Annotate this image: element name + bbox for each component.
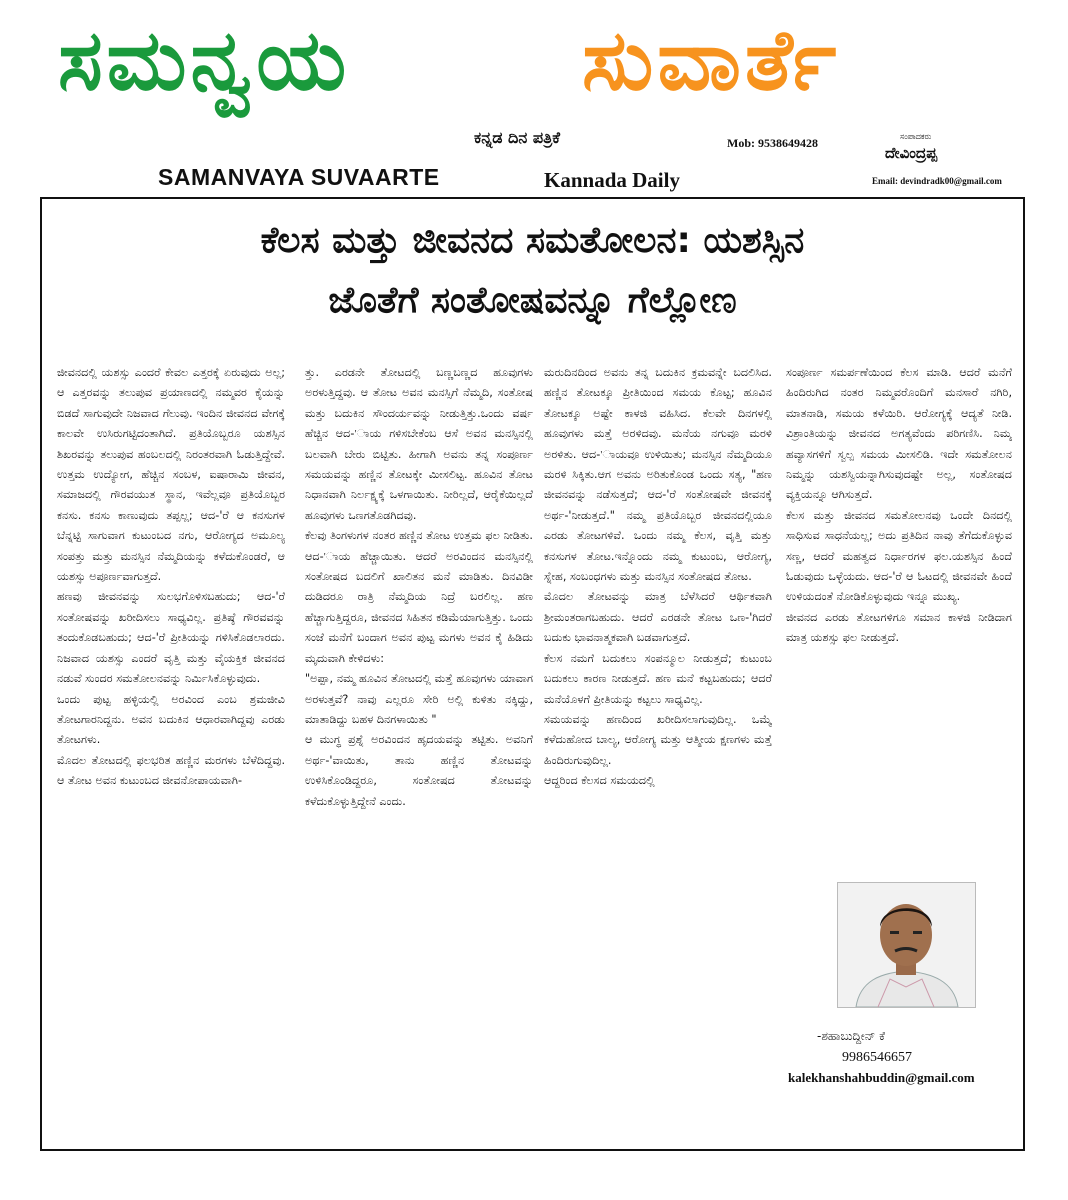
paragraph: ತ್ತು. ಎರಡನೇ ತೋಟದಲ್ಲಿ ಬಣ್ಣಬಣ್ಣದ ಹೂವುಗಳು ಅರಳುತ್ತಿದ್ದವು. ಆ ತೋಟ ಅವನ ಮನಸ್ಸಿಗೆ ನೆಮ್ಮದಿ, ಸಂತೋಷ ಮತ್ತು ಬದುಕಿನ ಸೌಂದರ್ಯವನ್ನು ನೀಡುತ್ತಿತ್ತು.ಒಂದು ವರ್ಷ ಹೆಚ್ಚಿನ ಆದ-'ಾಯ ಗಳಿಸಬೇಕೆಂಬ ಆಸೆ ಅವನ ಮನಸ್ಸಿನಲ್ಲಿ ಬಲವಾಗಿ ಬೇರು ಬಿಟ್ಟಿತು. ಹೀಗಾಗಿ ಅವನು ತನ್ನ ಸಂಪೂರ್ಣ ಸಮಯವನ್ನು ಹಣ್ಣಿನ ತೋಟಕ್ಕೇ ಮೀಸಲಿಟ್ಟ. ಹೂವಿನ ತೋಟ ನಿಧಾನವಾಗಿ ನಿರ್ಲಕ್ಷ್ಯಕ್ಕೆ ಒಳಗಾಯಿತು. ನೀರಿಲ್ಲದೆ, ಆರೈಕೆಯಿಲ್ಲದೆ ಹೂವುಗಳು ಒಣಗತೊಡಗಿದವು. <box>305 366 533 522</box>
editor-label: ಸಂಪಾದಕರು <box>900 132 932 141</box>
headline-line-2: ಜೊತೆಗೆ ಸಂತೋಷವನ್ನೂ ಗೆಲ್ಲೋಣ <box>328 280 737 321</box>
paragraph: "ಅಪ್ಪಾ, ನಮ್ಮ ಹೂವಿನ ತೋಟದಲ್ಲಿ ಮತ್ತೆ ಹೂವುಗಳು ಯಾವಾಗ ಅರಳುತ್ತವೆ? ನಾವು ಎಲ್ಲರೂ ಸೇರಿ ಅಲ್ಲಿ ಕುಳಿತು ನಕ್ಕಿದ್ದು, ಮಾತಾಡಿದ್ದು ಬಹಳ ದಿನಗಳಾಯಿತು " <box>305 672 533 726</box>
paragraph: ಒಂದು ಪುಟ್ಟ ಹಳ್ಳಿಯಲ್ಲಿ ಅರವಿಂದ ಎಂಬ ಶ್ರಮಜೀವಿ ತೋಟಗಾರನಿದ್ದನು. ಅವನ ಬದುಕಿನ ಆಧಾರವಾಗಿದ್ದವು ಎರಡು ತೋಟಗಳು. <box>57 692 285 747</box>
brand-name-english: SAMANVAYA SUVAARTE <box>158 164 440 190</box>
editor-email: Email: devindradk00@gmail.com <box>872 176 1002 186</box>
paragraph: ಆ ಮುಗ್ಧ ಪ್ರಶ್ನೆ ಅರವಿಂದನ ಹೃದಯವನ್ನು ತಟ್ಟಿತು. ಅವನಿಗೆ ಅರ್ಥ-'ವಾಯಿತು, ತಾನು ಹಣ್ಣಿನ ತೋಟವನ್ನು ಉಳಿಸಿಕೊಂಡಿದ್ದರೂ, ಸಂತೋಷದ ತೋಟವನ್ನು ಕಳೆದುಕೊಳ್ಳುತ್ತಿದ್ದೇನೆ ಎಂದು. <box>305 733 533 808</box>
paragraph: ಮರುದಿನದಿಂದ ಅವನು ತನ್ನ ಬದುಕಿನ ಕ್ರಮವನ್ನೇ ಬದಲಿಸಿದ. ಹಣ್ಣಿನ ತೋಟಕ್ಕೂ ಪ್ರೀತಿಯಿಂದ ಸಮಯ ಕೊಟ್ಟ; ಹೂವಿನ ತೋಟಕ್ಕೂ ಅಷ್ಟೇ ಕಾಳಜಿ ವಹಿಸಿದ. ಕೆಲವೇ ದಿನಗಳಲ್ಲಿ ಹೂವುಗಳು ಮತ್ತೆ ಅರಳಿದವು. ಮನೆಯ ನಗುವೂ ಮರಳಿ ಅರಳಿತು. ಆದ-'ಾಯವೂ ಉಳಿಯಿತು; ಮನಸ್ಸಿನ ನೆಮ್ಮದಿಯೂ ಮರಳಿ ಸಿಕ್ಕಿತು.ಆಗ ಅವನು ಅರಿತುಕೊಂಡ ಒಂದು ಸತ್ಯ, "ಹಣ ಜೀವನವನ್ನು ನಡೆಸುತ್ತದೆ; ಆದ-'ರೆ ಸಂತೋಷವೇ ಜೀವನಕ್ಕೆ ಅರ್ಥ-'ನೀಡುತ್ತದೆ." ನಮ್ಮ ಪ್ರತಿಯೊಬ್ಬರ ಜೀವನದಲ್ಲಿಯೂ ಎರಡು ತೋಟಗಳಿವೆ. ಒಂದು ನಮ್ಮ ಕೆಲಸ, ವೃತ್ತಿ ಮತ್ತು ಕನಸುಗಳ ತೋಟ.ಇನ್ನೊಂದು ನಮ್ಮ ಕುಟುಂಬ, ಆರೋಗ್ಯ, ಸ್ನೇಹ, ಸಂಬಂಧಗಳು ಮತ್ತು ಮನಸ್ಸಿನ ಸಂತೋಷದ ತೋಟ. <box>544 366 772 584</box>
mobile-number: Mob: 9538649428 <box>727 136 818 150</box>
editor-name: ದೇವಿಂದ್ರಪ್ಪ <box>885 144 938 162</box>
article-column-3 <box>544 363 772 1139</box>
author-name: -ಶಹಾಬುದ್ದೀನ್ ಕೆ <box>817 1029 885 1043</box>
paragraph: ಜೀವನದ ಎರಡು ತೋಟಗಳಿಗೂ ಸಮಾನ ಕಾಳಜಿ ನೀಡಿದಾಗ ಮಾತ್ರ ಯಶಸ್ಸು ಫಲ ನೀಡುತ್ತದೆ. <box>786 610 1012 645</box>
article-column-1 <box>57 363 285 1139</box>
paragraph: ಸಮಯವನ್ನು ಹಣದಿಂದ ಖರೀದಿಸಲಾಗುವುದಿಲ್ಲ. ಒಮ್ಮೆ ಕಳೆದುಹೋದ ಬಾಲ್ಯ, ಆರೋಗ್ಯ ಮತ್ತು ಆತ್ಮೀಯ ಕ್ಷಣಗಳು ಮತ್ತೆ ಹಿಂದಿರುಗುವುದಿಲ್ಲ. <box>544 712 772 767</box>
article-column-2 <box>305 363 533 1139</box>
paragraph: ಜೀವನದಲ್ಲಿ ಯಶಸ್ಸು ಎಂದರೆ ಕೇವಲ ಎತ್ತರಕ್ಕೆ ಏರುವುದು ಅಲ್ಲ; ಆ ಎತ್ತರವನ್ನು ತಲುಪುವ ಪ್ರಯಾಣದಲ್ಲಿ ನಮ್ಮವರ ಕೈಯನ್ನು ಬಿಡದೆ ಸಾಗುವುದೇ ನಿಜವಾದ ಗೆಲುವು. ಇಂದಿನ ಜೀವನದ ವೇಗಕ್ಕೆ ಕಾಲವೇ ಉಸಿರುಗಟ್ಟಿದಂತಾಗಿದೆ. ಪ್ರತಿಯೊಬ್ಬರೂ ಯಶಸ್ಸಿನ ಶಿಖರವನ್ನು ತಲುಪುವ ಹಂಬಲದಲ್ಲಿ ನಿರಂತರವಾಗಿ ಓಡುತ್ತಿದ್ದೇವೆ. ಉತ್ತಮ ಉದ್ಯೋಗ, ಹೆಚ್ಚಿನ ಸಂಬಳ, ಐಷಾರಾಮಿ ಜೀವನ, ಸಮಾಜದಲ್ಲಿ ಗೌರವಯುತ ಸ್ಥಾನ, ಇವೆಲ್ಲವೂ ಪ್ರತಿಯೊಬ್ಬರ ಕನಸು. ಕನಸು ಕಾಣುವುದು ತಪ್ಪಲ್ಲ; ಆದ-'ರೆ ಆ ಕನಸುಗಳ ಬೆನ್ನಟ್ಟಿ ಸಾಗುವಾಗ ಕುಟುಂಬದ ನಗು, ಆರೋಗ್ಯದ ಅಮೂಲ್ಯ ಸಂಪತ್ತು ಮತ್ತು ಮನಸ್ಸಿನ ನೆಮ್ಮದಿಯನ್ನು ಕಳೆದುಕೊಂಡರೆ, ಆ ಯಶಸ್ಸು ಅಪೂರ್ಣವಾಗುತ್ತದೆ. <box>57 366 285 584</box>
paragraph: ಕೆಲವು ತಿಂಗಳುಗಳ ನಂತರ ಹಣ್ಣಿನ ತೋಟ ಉತ್ತಮ ಫಲ ನೀಡಿತು. ಆದ-'ಾಯ ಹೆಚ್ಚಾಯಿತು. ಆದರೆ ಅರವಿಂದನ ಮನಸ್ಸಿನಲ್ಲಿ ಸಂತೋಷದ ಬದಲಿಗೆ ಖಾಲಿತನ ಮನೆ ಮಾಡಿತು. ದಿನವಿಡೀ ದುಡಿದರೂ ರಾತ್ರಿ ನೆಮ್ಮದಿಯ ನಿದ್ರೆ ಬರಲಿಲ್ಲ. ಹಣ ಹೆಚ್ಚಾಗುತ್ತಿದ್ದರೂ, ಜೀವನದ ಸಿಹಿತನ ಕಡಿಮೆಯಾಗುತ್ತಿತ್ತು. ಒಂದು ಸಂಜೆ ಮನೆಗೆ ಬಂದಾಗ ಅವನ ಪುಟ್ಟ ಮಗಳು ಅವನ ಕೈ ಹಿಡಿದು ಮೃದುವಾಗಿ ಕೇಳಿದಳು: <box>305 529 533 665</box>
masthead <box>0 0 1068 196</box>
paragraph: ಮೊದಲ ತೋಟವನ್ನು ಮಾತ್ರ ಬೆಳೆಸಿದರೆ ಆರ್ಥಿಕವಾಗಿ ಶ್ರೀಮಂತರಾಗಬಹುದು. ಆದರೆ ಎರಡನೇ ತೋಟ ಒಣ-'ಗಿದರೆ ಬದುಕು ಭಾವನಾತ್ಮಕವಾಗಿ ಬಡವಾಗುತ್ತದೆ. <box>544 590 772 645</box>
author-photo <box>837 882 976 1008</box>
paragraph: ಕೆಲಸ ಮತ್ತು ಜೀವನದ ಸಮತೋಲನವು ಒಂದೇ ದಿನದಲ್ಲಿ ಸಾಧಿಸುವ ಸಾಧನೆಯಲ್ಲ; ಅದು ಪ್ರತಿದಿನ ನಾವು ತೆಗೆದುಕೊಳ್ಳುವ ಸಣ್ಣ, ಆದರೆ ಮಹತ್ವದ ನಿರ್ಧಾರಗಳ ಫಲ.ಯಶಸ್ಸಿನ ಹಿಂದೆ ಓಡುವುದು ಒಳ್ಳೆಯದು. ಆದ-'ರೆ ಆ ಓಟದಲ್ಲಿ ಜೀವನವೇ ಹಿಂದೆ ಉಳಿಯದಂತೆ ನೋಡಿಕೊಳ್ಳುವುದು ಇನ್ನೂ ಮುಖ್ಯ. <box>786 508 1012 604</box>
author-email: kalekhanshahbuddin@gmail.com <box>788 1070 975 1085</box>
subtitle-kannada: ಕನ್ನಡ ದಿನ ಪತ್ರಿಕೆ <box>474 128 561 147</box>
article-headline <box>42 211 1023 331</box>
author-phone: 9986546657 <box>842 1050 912 1065</box>
newspaper-title-part1: ಸಮನ್ವಯ <box>58 11 351 109</box>
article-column-4 <box>786 363 1012 851</box>
author-portrait-icon <box>838 883 975 1007</box>
paragraph: ಹಣವು ಜೀವನವನ್ನು ಸುಲಭಗೊಳಿಸಬಹುದು; ಆದ-'ರೆ ಸಂತೋಷವನ್ನು ಖರೀದಿಸಲು ಸಾಧ್ಯವಿಲ್ಲ. ಪ್ರತಿಷ್ಠೆ ಗೌರವವನ್ನು ತಂದುಕೊಡಬಹುದು; ಆದ-'ರೆ ಪ್ರೀತಿಯನ್ನು ಗಳಿಸಿಕೊಡಲಾರದು. ನಿಜವಾದ ಯಶಸ್ಸು ಎಂದರೆ ವೃತ್ತಿ ಮತ್ತು ವೈಯಕ್ತಿಕ ಜೀವನದ ನಡುವೆ ಸುಂದರ ಸಮತೋಲನವನ್ನು ನಿರ್ಮಿಸಿಕೊಳ್ಳುವುದು. <box>57 590 285 686</box>
paragraph: ಆದ್ದರಿಂದ ಕೆಲಸದ ಸಮಯದಲ್ಲಿ <box>544 774 655 788</box>
article-frame <box>40 197 1025 1151</box>
kannada-daily-label: Kannada Daily <box>544 168 680 192</box>
paragraph: ಮೊದಲ ತೋಟದಲ್ಲಿ ಫಲಭರಿತ ಹಣ್ಣಿನ ಮರಗಳು ಬೆಳೆದಿದ್ದವು. ಆ ತೋಟ ಅವನ ಕುಟುಂಬದ ಜೀವನೋಪಾಯವಾಗಿ- <box>57 753 285 788</box>
paragraph: ಸಂಪೂರ್ಣ ಸಮರ್ಪಣೆಯಿಂದ ಕೆಲಸ ಮಾಡಿ. ಆದರೆ ಮನೆಗೆ ಹಿಂದಿರುಗಿದ ನಂತರ ನಿಮ್ಮವರೊಂದಿಗೆ ಮನಸಾರೆ ನಗಿರಿ, ಮಾತನಾಡಿ, ಸಮಯ ಕಳೆಯಿರಿ. ಆರೋಗ್ಯಕ್ಕೆ ಆದ್ಯತೆ ನೀಡಿ. ವಿಶ್ರಾಂತಿಯನ್ನು ಜೀವನದ ಅಗತ್ಯವೆಂದು ಪರಿಗಣಿಸಿ. ನಿಮ್ಮ ಹವ್ಯಾಸಗಳಿಗೆ ಸ್ವಲ್ಪ ಸಮಯ ಮೀಸಲಿಡಿ. ಇದೇ ಸಮತೋಲನ ನಿಮ್ಮನ್ನು ಯಶಸ್ವಿಯನ್ನಾಗಿಸುವುದಷ್ಟೇ ಅಲ್ಲ, ಸಂತೋಷದ ವ್ಯಕ್ತಿಯನ್ನೂ ಆಗಿಸುತ್ತದೆ. <box>786 366 1012 502</box>
newspaper-title-part2: ಸುವಾರ್ತೆ <box>582 11 841 109</box>
headline-line-1: ಕೆಲಸ ಮತ್ತು ಜೀವನದ ಸಮತೋಲನ: ಯಶಸ್ಸಿನ <box>260 220 805 261</box>
paragraph: ಕೆಲಸ ನಮಗೆ ಬದುಕಲು ಸಂಪನ್ಮೂಲ ನೀಡುತ್ತದೆ; ಕುಟುಂಬ ಬದುಕಲು ಕಾರಣ ನೀಡುತ್ತದೆ. ಹಣ ಮನೆ ಕಟ್ಟಬಹುದು; ಆದರೆ ಮನೆಯೊಳಗೆ ಪ್ರೀತಿಯನ್ನು ಕಟ್ಟಲು ಸಾಧ್ಯವಿಲ್ಲ. <box>544 651 772 706</box>
